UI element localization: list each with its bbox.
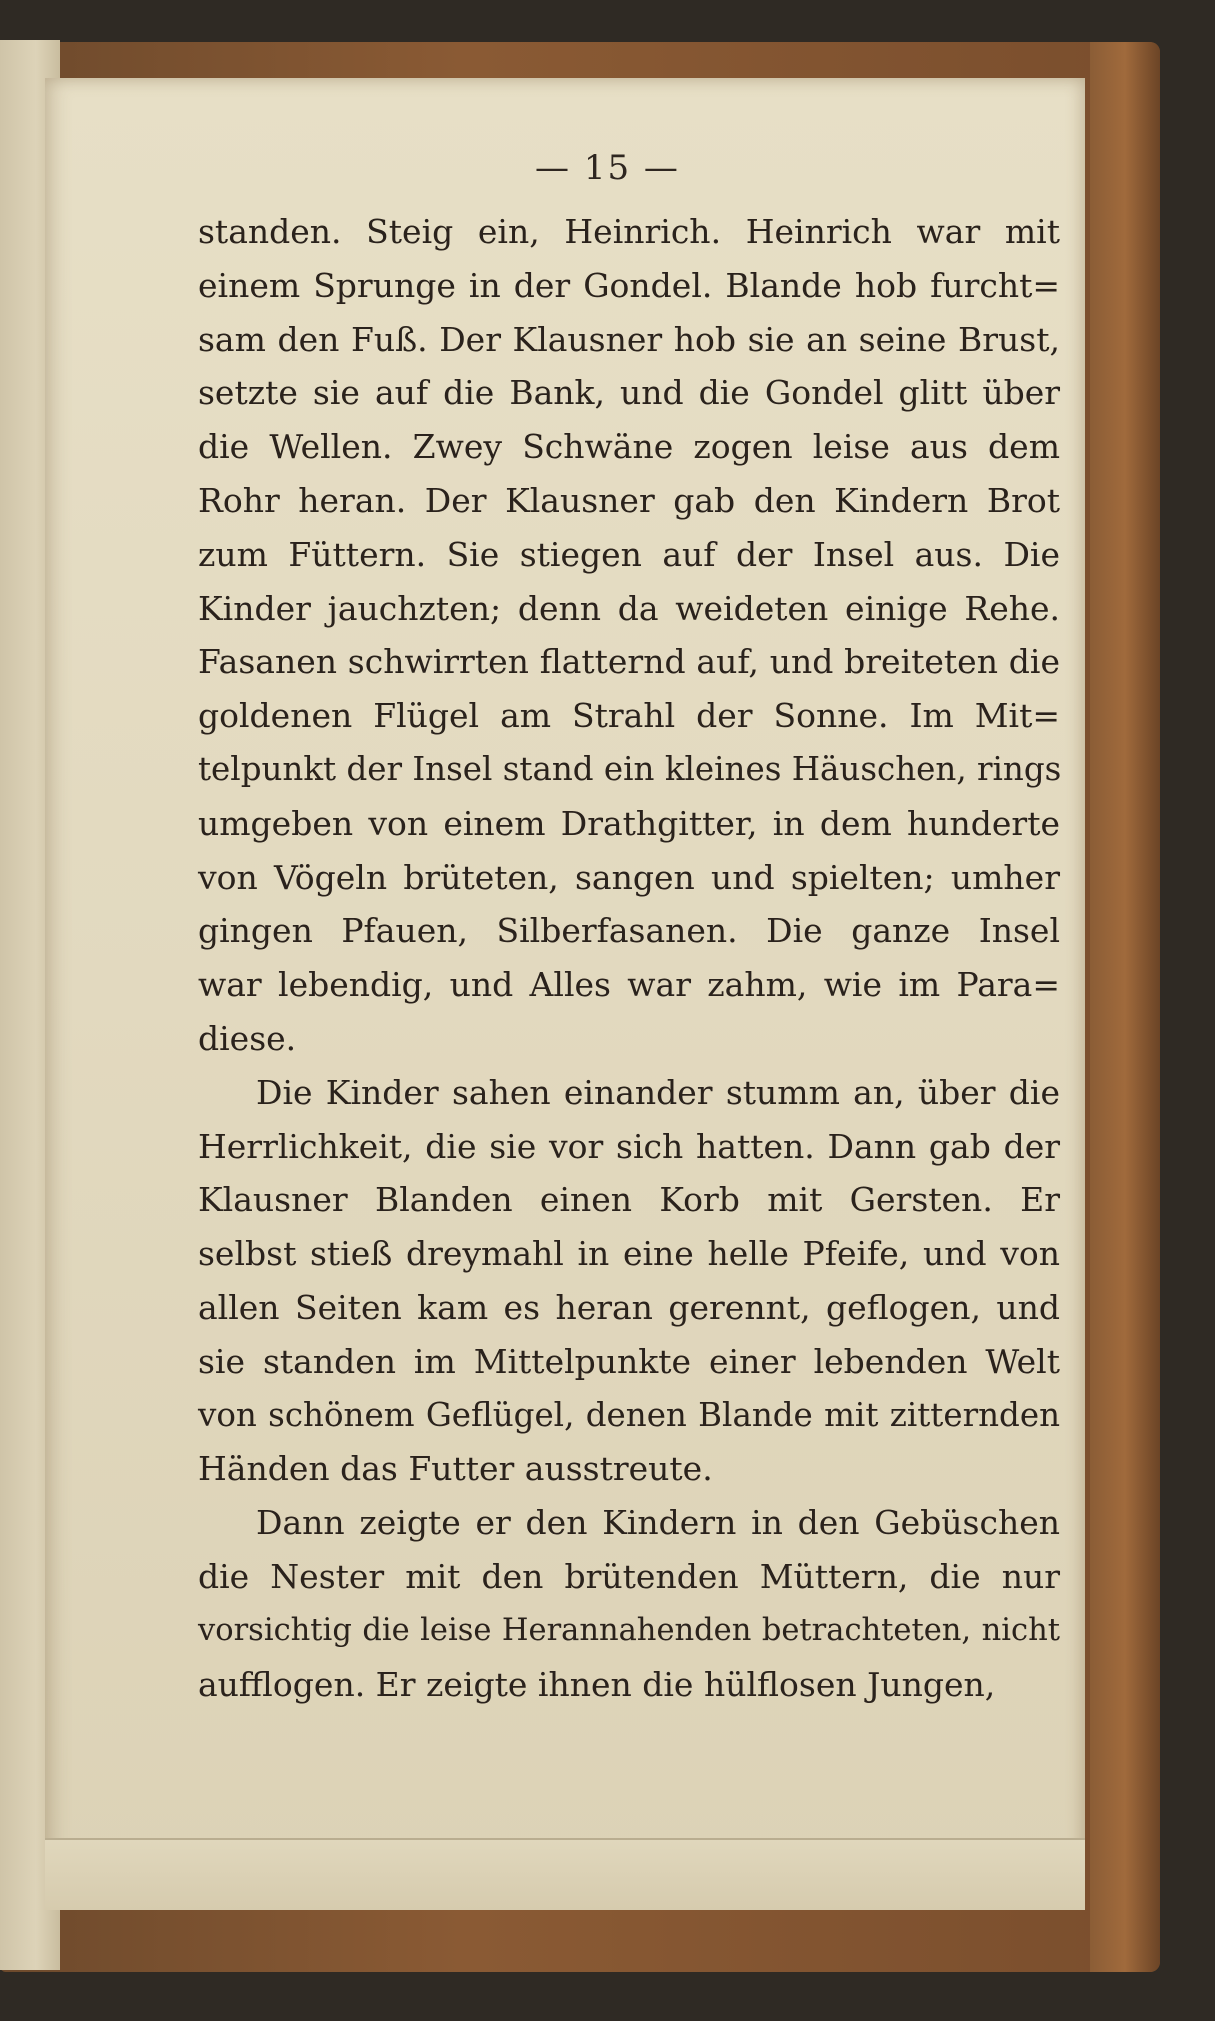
text-line: die Nester mit den brütenden Müttern, die nur [198, 1556, 1060, 1596]
text-line: Herrlichkeit, die sie vor sich hatten. Dann gab der [198, 1126, 1060, 1166]
text-line: selbst stieß dreymahl in eine helle Pfeife, und von [198, 1234, 1060, 1274]
text-line: war lebendig, und Alles war zahm, wie im Para= [198, 965, 1060, 1005]
text-line: Dann zeigte er den Kindern in den Gebüschen [256, 1503, 1060, 1543]
text-line: von Vögeln brüteten, sangen und spielten; umher [198, 857, 1060, 897]
text-line: setzte sie auf die Bank, und die Gondel glitt über [198, 373, 1060, 413]
text-line: sam den Fuß. Der Klausner hob sie an seine Brust, [198, 319, 1060, 359]
text-line: Fasanen schwirrten flatternd auf, und breiteten die [198, 642, 1060, 682]
text-line: die Wellen. Zwey Schwäne zogen leise aus dem [198, 427, 1060, 467]
text-line: Die Kinder sahen einander stumm an, über die [256, 1072, 1060, 1112]
text-line: vorsichtig die leise Herannahenden betrachteten, nicht [198, 1612, 1060, 1648]
text-line: Kinder jauchzten; denn da weideten einige Rehe. [198, 588, 1060, 628]
text-line: Händen das Futter ausstreute. [198, 1449, 713, 1489]
text-line: zum Füttern. Sie stiegen auf der Insel aus. Die [198, 534, 1060, 574]
page-text [198, 205, 1060, 1711]
text-line: diese. [198, 1018, 297, 1058]
page-number: — 15 — [535, 148, 680, 188]
text-line: standen. Steig ein, Heinrich. Heinrich war mit [198, 212, 1060, 251]
text-line: goldenen Flügel am Strahl der Sonne. Im Mit= [198, 696, 1060, 736]
text-line: Rohr heran. Der Klausner gab den Kindern Brot [198, 480, 1060, 520]
text-line: einem Sprunge in der Gondel. Blande hob furcht= [198, 265, 1060, 305]
text-line: telpunkt der Insel stand ein kleines Häuschen, rings [198, 749, 1062, 788]
paragraph [198, 205, 1060, 1066]
text-line: von schönem Geflügel, denen Blande mit zitternden [198, 1395, 1060, 1434]
text-line: gingen Pfauen, Silberfasanen. Die ganze Insel [198, 911, 1060, 951]
text-line: Klausner Blanden einen Korb mit Gersten. Er [198, 1180, 1060, 1220]
text-line: umgeben von einem Drathgitter, in dem hunderte [198, 803, 1060, 843]
page-bottom-edge [45, 1838, 1085, 1910]
cover-edge [1090, 42, 1160, 1972]
paragraph [198, 1066, 1060, 1496]
text-line: aufflogen. Er zeigte ihnen die hülflosen Jungen, [198, 1664, 996, 1704]
paragraph [198, 1496, 1060, 1711]
text-line: sie standen im Mittelpunkte einer lebenden Welt [198, 1341, 1060, 1381]
text-line: allen Seiten kam es heran gerennt, geflogen, und [198, 1287, 1060, 1327]
